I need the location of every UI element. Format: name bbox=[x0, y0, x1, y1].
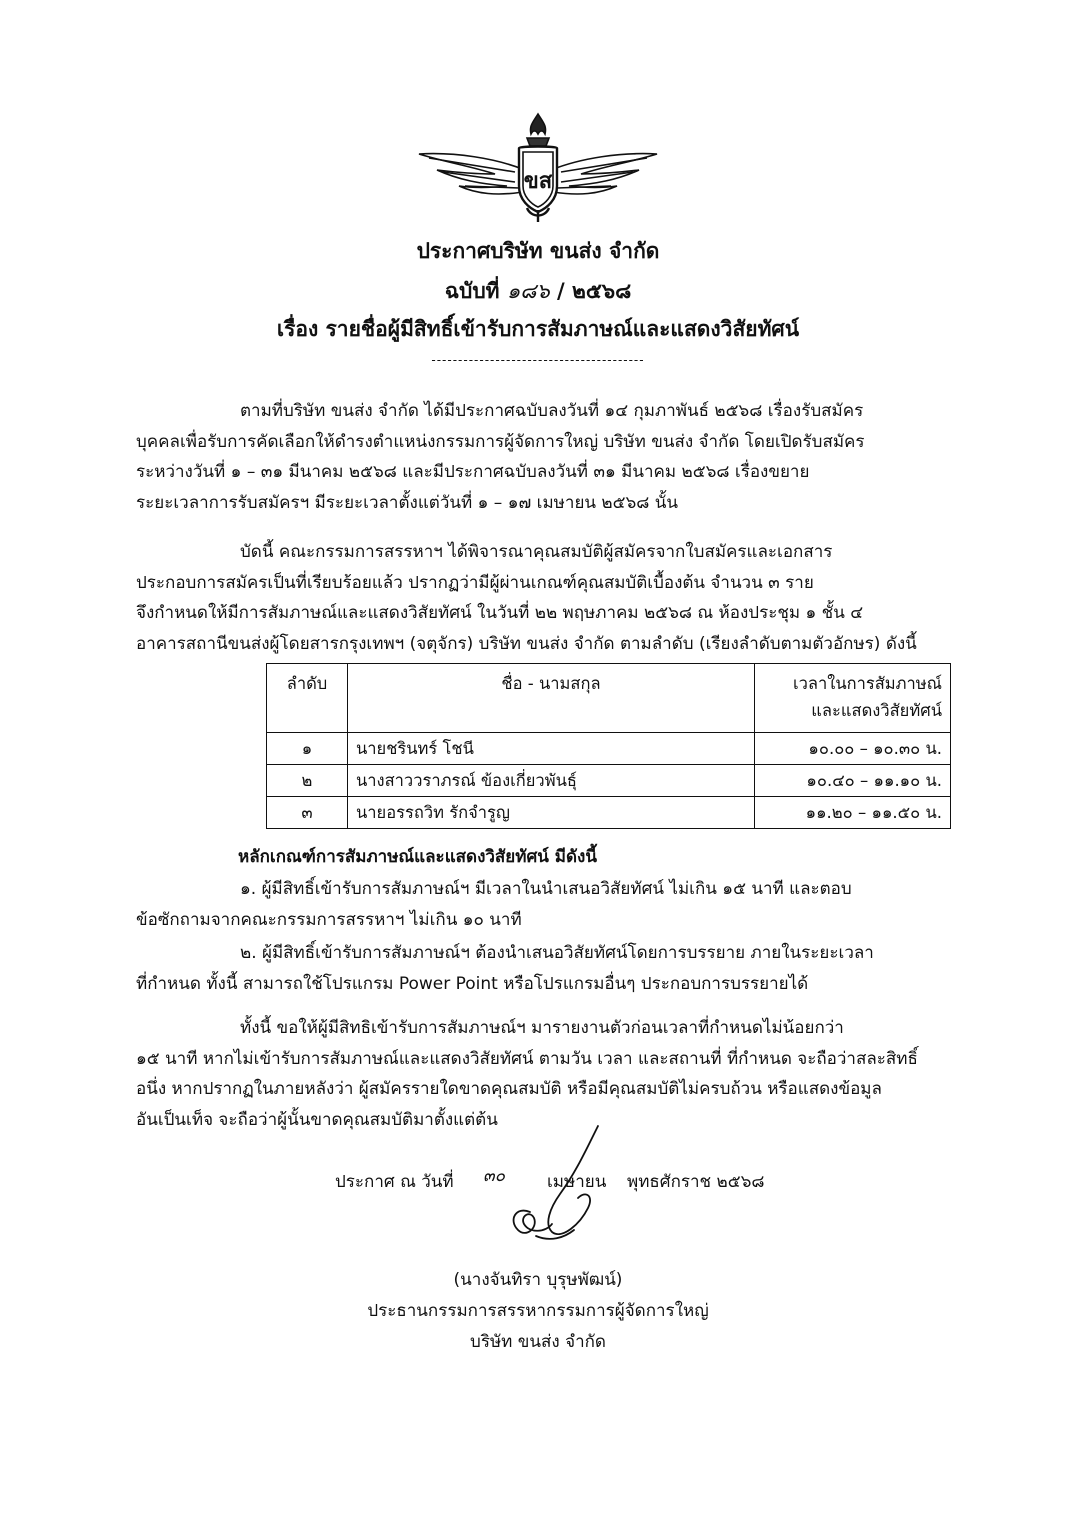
row-order: ๑ bbox=[267, 733, 348, 765]
row-name: นายชรินทร์ โชนี bbox=[348, 733, 755, 765]
paragraph-line: ที่กำหนด ทั้งนี้ สามารถใช้โปรแกรม Power Point หรือโปรแกรมอื่นๆ ประกอบการบรรยายได้ bbox=[136, 973, 809, 994]
date-day-handwritten: ๓๐ bbox=[483, 1166, 505, 1186]
paragraph-line: ๒. ผู้มีสิทธิ์เข้ารับการสัมภาษณ์ฯ ต้องนำเสนอวิสัยทัศน์โดยการบรรยาย ภายในระยะเวลา bbox=[240, 943, 874, 963]
announcement-date bbox=[335, 1166, 765, 1195]
issue-number bbox=[0, 276, 1076, 306]
table-row bbox=[267, 765, 951, 797]
signer-organization: บริษัท ขนส่ง จำกัด bbox=[470, 1332, 606, 1352]
row-order: ๓ bbox=[267, 797, 348, 829]
paragraph-line: ประกอบการสมัครเป็นที่เรียบร้อยแล้ว ปรากฏว่ามีผู้ผ่านเกณฑ์คุณสมบัติเบื้องต้น จำนวน ๓ ราย bbox=[136, 572, 814, 593]
row-name: นายอรรถวิท รักจำรูญ bbox=[348, 797, 755, 829]
paragraph-line: อันเป็นเท็จ จะถือว่าผู้นั้นขาดคุณสมบัติมาตั้งแต่ต้น bbox=[136, 1109, 498, 1130]
paragraph-line: อาคารสถานีขนส่งผู้โดยสารกรุงเทพฯ (จตุจักร) บริษัท ขนส่ง จำกัด ตามลำดับ (เรียงลำดับตามตัวอักษร) ดังนี้ bbox=[136, 633, 917, 654]
paragraph-line: ๑. ผู้มีสิทธิ์เข้ารับการสัมภาษณ์ฯ มีเวลาในนำเสนอวิสัยทัศน์ ไม่เกิน ๑๕ นาที และตอบ bbox=[240, 879, 852, 899]
date-month: เมษายน bbox=[547, 1172, 607, 1192]
subject-line: เรื่อง รายชื่อผู้มีสิทธิ์เข้ารับการสัมภาษณ์และแสดงวิสัยทัศน์ bbox=[276, 317, 800, 341]
paragraph-line: ทั้งนี้ ขอให้ผู้มีสิทธิเข้ารับการสัมภาษณ์ฯ มารายงานตัวก่อนเวลาที่กำหนดไม่น้อยกว่า bbox=[240, 1018, 844, 1038]
row-time: ๑๐.๔๐ – ๑๑.๑๐ น. bbox=[755, 765, 951, 797]
row-order: ๒ bbox=[267, 765, 348, 797]
criteria-item-1 bbox=[136, 874, 976, 935]
table-row bbox=[267, 797, 951, 829]
col-header-order: ลำดับ bbox=[267, 664, 348, 733]
date-year: พุทธศักราช ๒๕๖๘ bbox=[627, 1172, 765, 1192]
second-paragraph bbox=[136, 537, 976, 659]
issue-prefix: ฉบับที่ bbox=[444, 279, 500, 303]
logo-monogram: ขส bbox=[523, 169, 553, 194]
page-title: ประกาศบริษัท ขนส่ง จำกัด bbox=[416, 239, 660, 263]
handwritten-signature bbox=[490, 1120, 620, 1260]
col-header-time-line1: เวลาในการสัมภาษณ์ bbox=[792, 674, 942, 693]
paragraph-line: ๑๕ นาที หากไม่เข้ารับการสัมภาษณ์และแสดงวิสัยทัศน์ ตามวัน เวลา และสถานที่ ที่กำหนด จะถือว่าสละสิทธิ์ bbox=[136, 1048, 918, 1069]
paragraph-line: ระหว่างวันที่ ๑ – ๓๑ มีนาคม ๒๕๖๘ และมีประกาศฉบับลงวันที่ ๓๑ มีนาคม ๒๕๖๘ เรื่องขยาย bbox=[136, 462, 810, 482]
date-prefix: ประกาศ ณ วันที่ bbox=[335, 1172, 454, 1192]
col-header-time-line2: และแสดงวิสัยทัศน์ bbox=[811, 701, 942, 720]
paragraph-line: อนึ่ง หากปรากฏในภายหลังว่า ผู้สมัครรายใดขาดคุณสมบัติ หรือมีคุณสมบัติไม่ครบถ้วน หรือแสดงข้อมูล bbox=[136, 1079, 882, 1099]
col-header-name: ชื่อ - นามสกุล bbox=[348, 664, 755, 733]
row-time: ๑๐.๐๐ – ๑๐.๓๐ น. bbox=[755, 733, 951, 765]
row-time: ๑๑.๒๐ – ๑๑.๕๐ น. bbox=[755, 797, 951, 829]
signer-position: ประธานกรรมการสรรหากรรมการผู้จัดการใหญ่ bbox=[367, 1301, 709, 1321]
col-header-time bbox=[755, 664, 951, 733]
winged-emblem-icon bbox=[415, 108, 661, 226]
intro-paragraph bbox=[136, 396, 976, 518]
paragraph-line: ระยะเวลาการรับสมัครฯ มีระยะเวลาตั้งแต่วันที่ ๑ – ๑๗ เมษายน ๒๕๖๘ นั้น bbox=[136, 492, 679, 513]
divider: ---------------------------------------- bbox=[431, 353, 645, 367]
criteria-item-2 bbox=[136, 938, 976, 999]
table-header-row bbox=[267, 664, 951, 733]
criteria-title: หลักเกณฑ์การสัมภาษณ์และแสดงวิสัยทัศน์ มีดังนี้ bbox=[238, 847, 597, 867]
row-name: นางสาววราภรณ์ ข้องเกี่ยวพันธุ์ bbox=[348, 765, 755, 797]
paragraph-line: จึงกำหนดให้มีการสัมภาษณ์และแสดงวิสัยทัศน์ ในวันที่ ๒๒ พฤษภาคม ๒๕๖๘ ณ ห้องประชุม ๑ ชั้น ๔ bbox=[136, 603, 864, 623]
candidate-table bbox=[266, 663, 951, 829]
issue-year: / ๒๕๖๘ bbox=[557, 279, 632, 303]
table-row bbox=[267, 733, 951, 765]
paragraph-line: บัดนี้ คณะกรรมการสรรหาฯ ได้พิจารณาคุณสมบัติผู้สมัครจากใบสมัครและเอกสาร bbox=[240, 542, 833, 562]
paragraph-line: บุคคลเพื่อรับการคัดเลือกให้ดำรงตำแหน่งกรรมการผู้จัดการใหญ่ บริษัท ขนส่ง จำกัด โดยเปิดรับสมัคร bbox=[136, 431, 865, 452]
paragraph-line: ข้อซักถามจากคณะกรรมการสรรหาฯ ไม่เกิน ๑๐ นาที bbox=[136, 909, 522, 930]
paragraph-line: ตามที่บริษัท ขนส่ง จำกัด ได้มีประกาศฉบับลงวันที่ ๑๔ กุมภาพันธ์ ๒๕๖๘ เรื่องรับสมัคร bbox=[240, 401, 864, 421]
issue-number-handwritten: ๑๘๖ bbox=[506, 279, 550, 303]
signer-name: (นางจันทิรา บุรุษพัฒน์) bbox=[453, 1270, 623, 1290]
closing-paragraph bbox=[136, 1013, 976, 1135]
